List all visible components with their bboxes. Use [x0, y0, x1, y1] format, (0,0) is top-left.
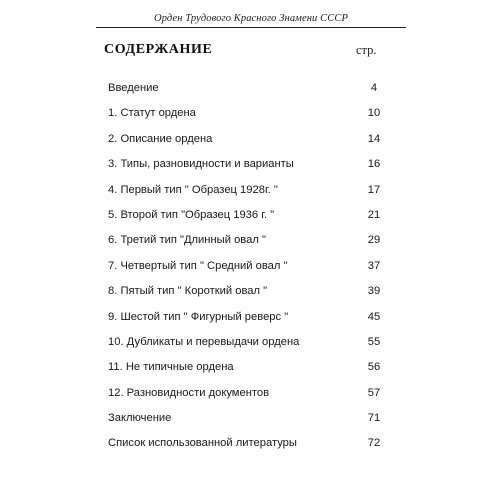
- toc-list: [108, 74, 398, 455]
- toc-entry-label: 8. Пятый тип " Короткий овал ": [108, 285, 268, 298]
- toc-entry-label: 11. Не типичные ордена: [108, 361, 234, 374]
- toc-entry-page: 4: [370, 82, 378, 94]
- toc-entry: [108, 125, 398, 150]
- toc-entry-label: 10. Дубликаты и перевыдачи ордена: [108, 335, 300, 348]
- toc-entry-label: 6. Третий тип "Длинный овал ": [108, 234, 266, 247]
- toc-entry-page: 71: [367, 412, 381, 425]
- toc-entry-label: 12. Разновидности документов: [108, 386, 270, 399]
- toc-entry: [108, 99, 398, 124]
- toc-entry-page: 10: [367, 107, 381, 120]
- toc-entry-label: 3. Типы, разновидности и варианты: [108, 158, 294, 171]
- toc-entry-page: 56: [367, 361, 381, 374]
- toc-entry-label: 4. Первый тип " Образец 1928г. ": [108, 183, 278, 196]
- toc-entry: [108, 429, 398, 454]
- toc-entry: [108, 303, 398, 328]
- toc-entry-page: 55: [367, 335, 381, 348]
- toc-entry-page: 14: [367, 132, 381, 145]
- toc-entry: [108, 74, 398, 99]
- toc-entry-page: 29: [367, 234, 381, 247]
- toc-entry-label: Заключение: [108, 412, 172, 425]
- toc-entry-label: 2. Описание ордена: [108, 132, 213, 145]
- toc-entry-page: 37: [367, 259, 381, 272]
- toc-entry: [108, 353, 398, 378]
- toc-entry-label: Список использованной литературы: [108, 437, 297, 450]
- running-header: Орден Трудового Красного Знамени СССР: [154, 13, 348, 24]
- toc-entry: [108, 150, 398, 175]
- toc-title: СОДЕРЖАНИЕ: [104, 42, 213, 57]
- toc-entry-page: 16: [367, 158, 381, 171]
- toc-entry: [108, 379, 398, 404]
- toc-entry-label: 7. Четвертый тип " Средний овал ": [108, 259, 288, 272]
- toc-entry-label: Введение: [108, 82, 159, 94]
- toc-entry: [108, 226, 398, 251]
- toc-entry-page: 17: [367, 183, 381, 196]
- page-column-label: стр.: [356, 43, 377, 57]
- toc-entry: [108, 404, 398, 429]
- toc-entry-label: 9. Шестой тип " Фигурный реверс ": [108, 310, 289, 323]
- toc-entry-page: 21: [367, 208, 381, 221]
- toc-entry-page: 45: [367, 310, 381, 323]
- toc-entry-label: 1. Статут ордена: [108, 107, 196, 120]
- toc-entry: [108, 252, 398, 277]
- header-rule: [96, 27, 406, 28]
- toc-entry-page: 39: [367, 285, 381, 298]
- toc-entry: [108, 277, 398, 302]
- toc-entry: [108, 201, 398, 226]
- toc-entry-label: 5. Второй тип "Образец 1936 г. ": [108, 208, 275, 221]
- toc-entry: [108, 176, 398, 201]
- toc-entry: [108, 328, 398, 353]
- toc-entry-page: 57: [367, 386, 381, 399]
- toc-entry-page: 72: [367, 437, 381, 450]
